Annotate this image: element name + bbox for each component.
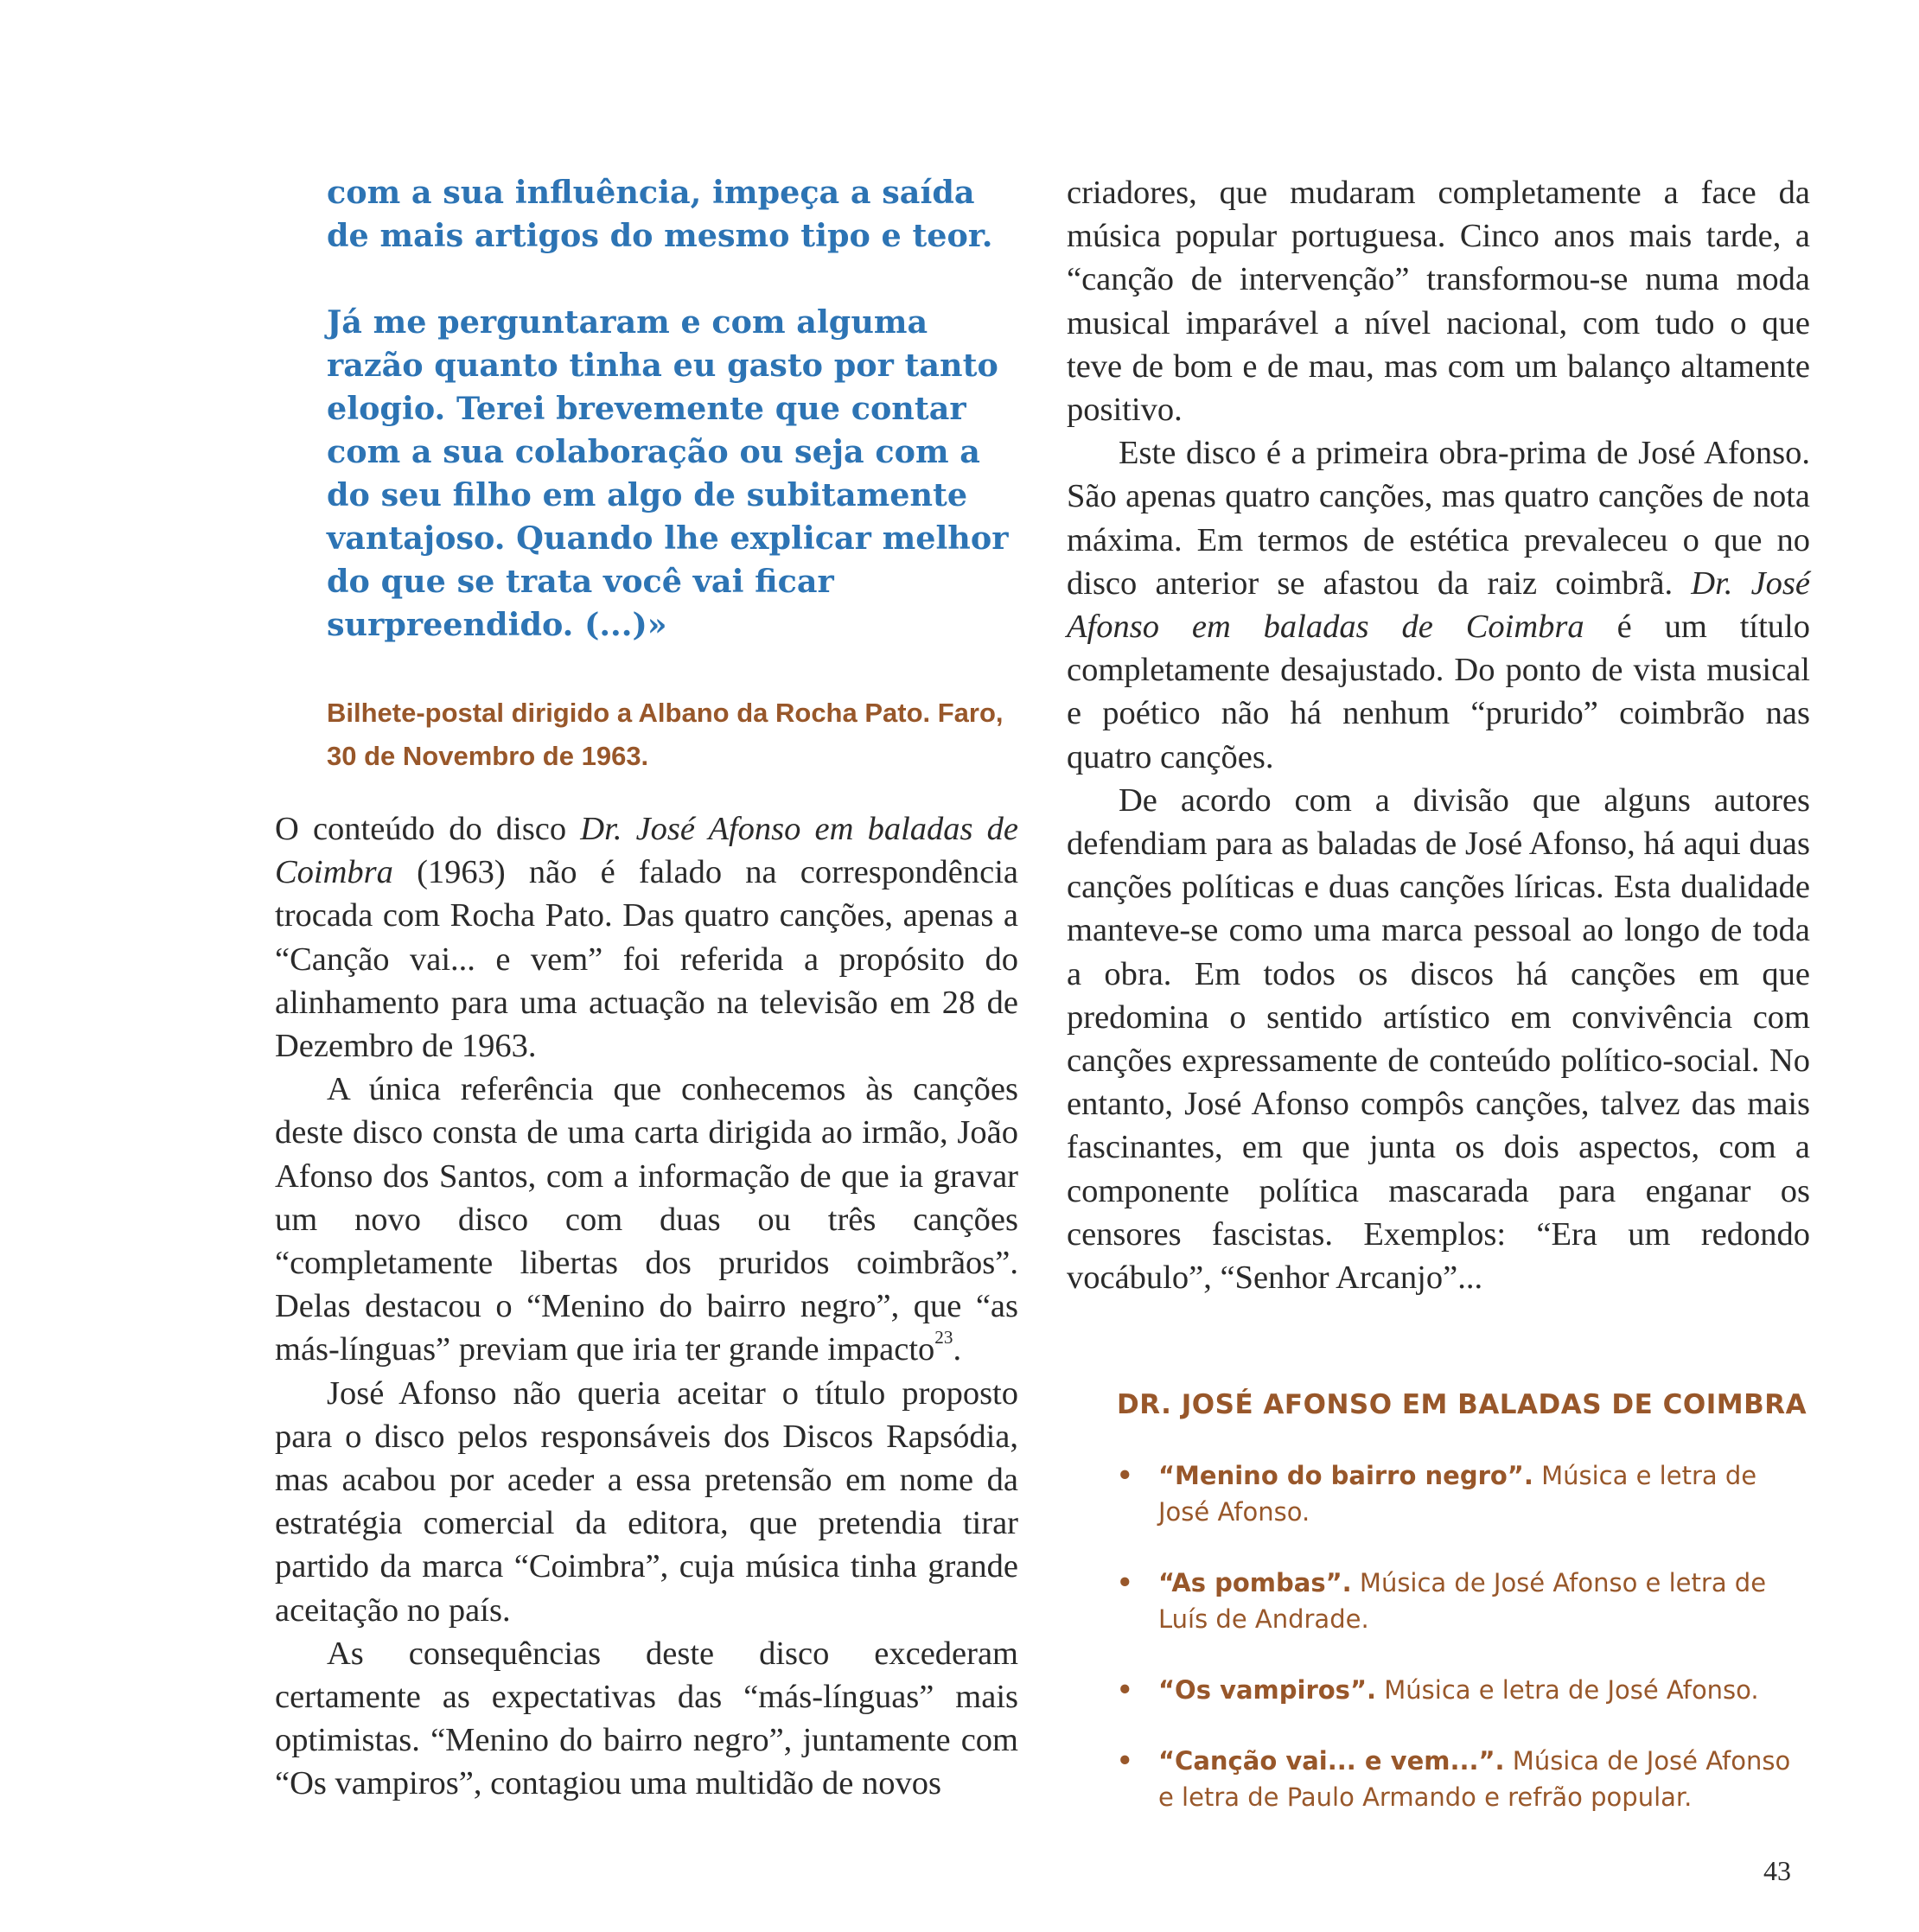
- page-number: 43: [1763, 1855, 1791, 1886]
- song-title: “As pombas”.: [1158, 1568, 1352, 1597]
- bullet-icon: •: [1117, 1461, 1133, 1490]
- letter-paragraph: com a sua influência, impeça a saída de mais artigos do mesmo tipo e teor.: [327, 174, 993, 254]
- right-body-text: [1067, 171, 1810, 1299]
- bullet-icon: •: [1117, 1568, 1133, 1597]
- tracklist: [1117, 1457, 1808, 1815]
- song-credits: Música e letra de José Afonso.: [1376, 1675, 1759, 1705]
- song-title: “Menino do bairro negro”.: [1158, 1461, 1533, 1490]
- body-paragraph: As consequências deste disco excederam certamente as expectativas das “más-línguas” mais optimistas. “Menino do bairro negro”, juntamente com “Os vampiros”, contagiou uma multidão de novos: [275, 1635, 1018, 1802]
- song-title: “Canção vai... e vem...”.: [1158, 1746, 1505, 1776]
- body-paragraph: criadores, que mudaram completamente a face da música popular portuguesa. Cinco anos mais tarde, a “canção de intervenção” transformou-se numa moda musical imparável a nível nacional, com tudo o que teve de bom e de mau, mas com um balanço altamente positivo.: [1067, 175, 1810, 429]
- list-item: [1117, 1743, 1808, 1815]
- song-credits: Música de José Afonso e letra de Paulo Armando e refrão popular.: [1158, 1746, 1791, 1812]
- album-title-italic: Dr. José Afonso em baladas de Coimbra: [275, 811, 1018, 891]
- text-run: (1963) não é falado na correspondência trocada com Rocha Pato. Das quatro canções, apenas a “Canção vai... e vem” foi referida a propósito do alinhamento para uma actuação na televisão em 28 de Dezembro de 1963.: [275, 854, 1018, 1065]
- body-paragraph: De acordo com a divisão que alguns autores defendiam para as baladas de José Afonso, há aqui duas canções políticas e duas canções líricas. Esta dualidade manteve-se como uma marca pessoal ao longo de toda a obra. Em todos os discos há canções em que predomina o sentido artístico em convivência com canções expressamente de conteúdo político-social. No entanto, José Afonso compôs canções, talvez das mais fascinantes, em que junta os dois aspectos, com a componente política mascarada para enganar os censores fascistas. Exemplos: “Era um redondo vocábulo”, “Senhor Arcanjo”...: [1067, 781, 1810, 1297]
- bullet-icon: •: [1117, 1746, 1133, 1776]
- tracklist-box: [1117, 1387, 1808, 1850]
- left-column: [275, 171, 1018, 1806]
- album-title-italic: Dr. José Afonso em baladas de Coimbra: [1067, 564, 1810, 646]
- body-paragraph: [275, 807, 1018, 1068]
- left-body-text: [275, 807, 1018, 1806]
- song-title: “Os vampiros”.: [1158, 1675, 1377, 1705]
- bullet-icon: •: [1117, 1675, 1133, 1705]
- body-paragraph: [1067, 431, 1810, 779]
- footnote-ref: 23: [934, 1327, 953, 1349]
- song-credits: Música e letra de José Afonso.: [1158, 1461, 1757, 1527]
- text-run: é um título completamente desajustado. Do ponto de vista musical e poético não há nenhum “prurido” coimbrão nas quatro canções.: [1067, 609, 1810, 775]
- list-item: [1117, 1565, 1808, 1637]
- right-column: [1067, 171, 1810, 1299]
- text-run: Este disco é a primeira obra-prima de José Afonso. São apenas quatro canções, mas quatro canções de nota máxima. Em termos de estética prevaleceu o que no disco anterior se afastou da raiz coimbrã.: [1067, 435, 1810, 602]
- tracklist-title: DR. JOSÉ AFONSO EM BALADAS DE COIMBRA: [1117, 1389, 1807, 1420]
- letter-paragraph: Já me perguntaram e com alguma razão quanto tinha eu gasto por tanto elogio. Terei brevemente que contar com a sua colaboração ou seja com a do seu filho em algo de subitamente vantajoso. Quando lhe explicar melhor do que se trata você vai ficar surpreendido. (...)»: [327, 303, 1009, 643]
- text-run: O conteúdo do disco: [275, 811, 581, 847]
- body-paragraph: [275, 1068, 1018, 1371]
- body-paragraph: José Afonso não queria aceitar o título proposto para o disco pelos responsáveis dos Discos Rapsódia, mas acabou por aceder a essa pretensão em nome da estratégia comercial da editora, que pretendia tirar partido da marca “Coimbra”, cuja música tinha grande aceitação no país.: [275, 1374, 1018, 1629]
- list-item: [1117, 1457, 1808, 1530]
- song-credits: Música de José Afonso e letra de Luís de Andrade.: [1158, 1568, 1767, 1634]
- letter-caption: Bilhete-postal dirigido a Albano da Rocha Pato. Faro, 30 de Novembro de 1963.: [327, 698, 1004, 771]
- text-run: .: [953, 1331, 962, 1368]
- text-run: A única referência que conhecemos às canções deste disco consta de uma carta dirigida ao irmão, João Afonso dos Santos, com a informação de que ia gravar um novo disco com duas ou três canções “completamente libertas dos pruridos coimbrãos”. Delas destacou o “Menino do bairro negro”, que “as más-línguas” previam que iria ter grande impacto: [275, 1071, 1018, 1368]
- list-item: [1117, 1672, 1808, 1708]
- letter-quote: [327, 171, 1018, 647]
